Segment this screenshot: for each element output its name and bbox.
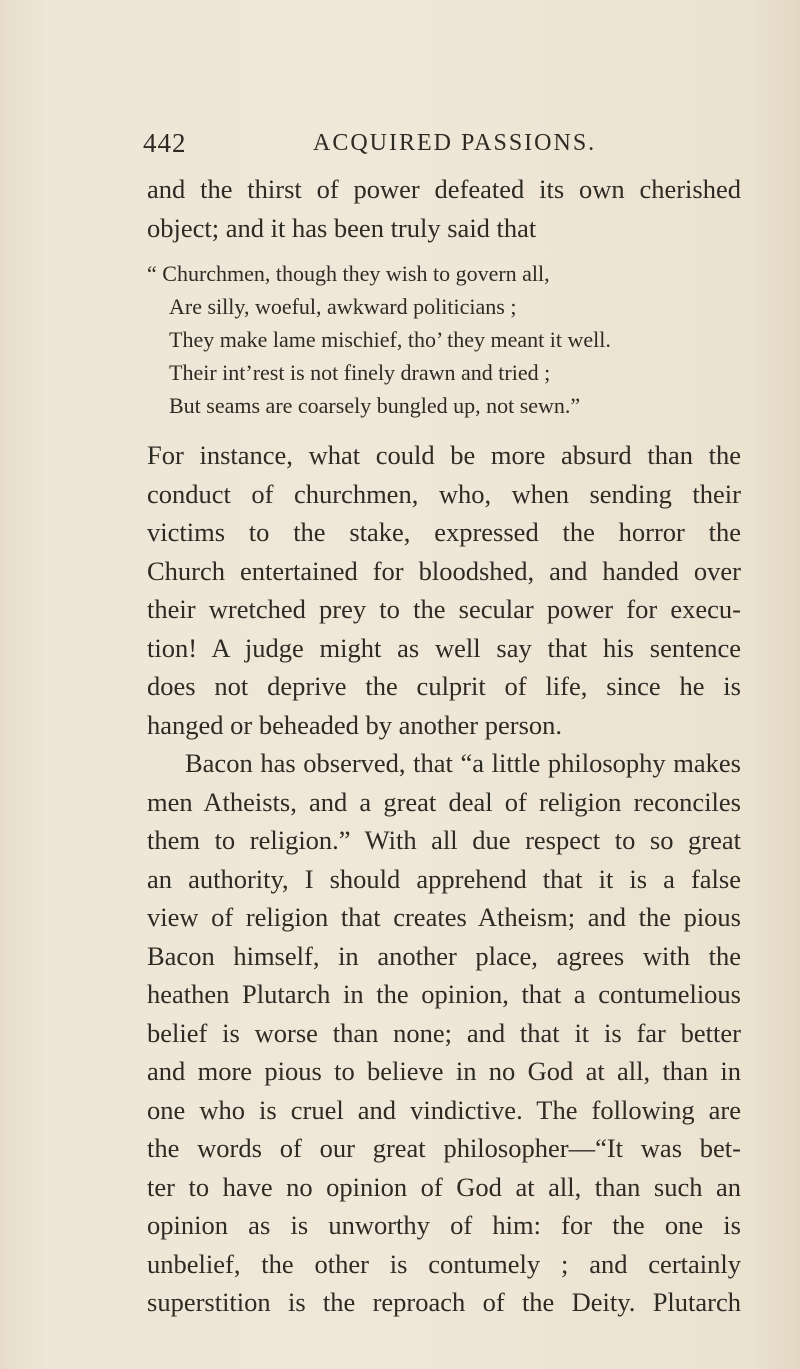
text-line: For instance, what could be more absurd than the (147, 440, 741, 470)
text-line: Church entertained for bloodshed, and handed over (147, 555, 741, 586)
text-line: tion! A judge might as well say that his sentence (147, 632, 741, 663)
text-line: view of religion that creates Atheism; and the pious (147, 902, 741, 932)
poem-line: Their int’rest is not finely drawn and tried ; (169, 360, 551, 385)
text-line: conduct of churchmen, who, when sending their (147, 478, 741, 509)
text-line: an authority, I should apprehend that it is a false (147, 863, 741, 894)
paragraph-1 (147, 436, 741, 744)
poem-line: But seams are coarsely bungled up, not sewn.” (169, 393, 581, 418)
text-line: ter to have no opinion of God at all, than such an (147, 1171, 741, 1202)
text-line: unbelief, the other is contumely ; and certainly (147, 1248, 741, 1279)
poem-quotation (147, 257, 741, 422)
text-line: and the thirst of power defeated its own cherished (147, 174, 741, 204)
poem-line: Are silly, woeful, awkward politicians ; (169, 294, 517, 319)
paragraph-2 (147, 744, 741, 1322)
text-line: their wretched prey to the secular power for execu- (147, 594, 741, 624)
text-line: belief is worse than none; and that it is far better (147, 1017, 741, 1048)
text-line: one who is cruel and vindictive. The following are (147, 1094, 741, 1125)
running-header (143, 128, 742, 168)
running-title: ACQUIRED PASSIONS. (313, 130, 597, 156)
text-line: does not deprive the culprit of life, since he is (147, 671, 741, 701)
text-line: Bacon himself, in another place, agrees with the (147, 940, 741, 971)
poem-line: They make lame mischief, tho’ they meant it well. (169, 327, 611, 352)
text-line: superstition is the reproach of the Deity. Plutarch (147, 1287, 741, 1317)
text-line: hanged or beheaded by another person. (147, 709, 563, 740)
text-line: object; and it has been truly said that (147, 212, 537, 243)
text-line: them to religion.” With all due respect to so great (147, 825, 741, 855)
body-text (147, 170, 741, 1322)
text-line: opinion as is unworthy of him: for the one is (147, 1210, 741, 1240)
text-line: the words of our great philosopher—“It was bet- (147, 1133, 741, 1163)
page-number: 442 (143, 128, 187, 158)
text-line: victims to the stake, expressed the horror the (147, 517, 741, 547)
text-line: and more pious to believe in no God at all, than in (147, 1056, 741, 1086)
poem-line: “ Churchmen, though they wish to govern all, (147, 261, 550, 286)
text-line: heathen Plutarch in the opinion, that a contumelious (147, 979, 741, 1009)
text-line: men Atheists, and a great deal of religion reconciles (147, 786, 741, 817)
text-line: Bacon has observed, that “a little philosophy makes (185, 748, 741, 778)
